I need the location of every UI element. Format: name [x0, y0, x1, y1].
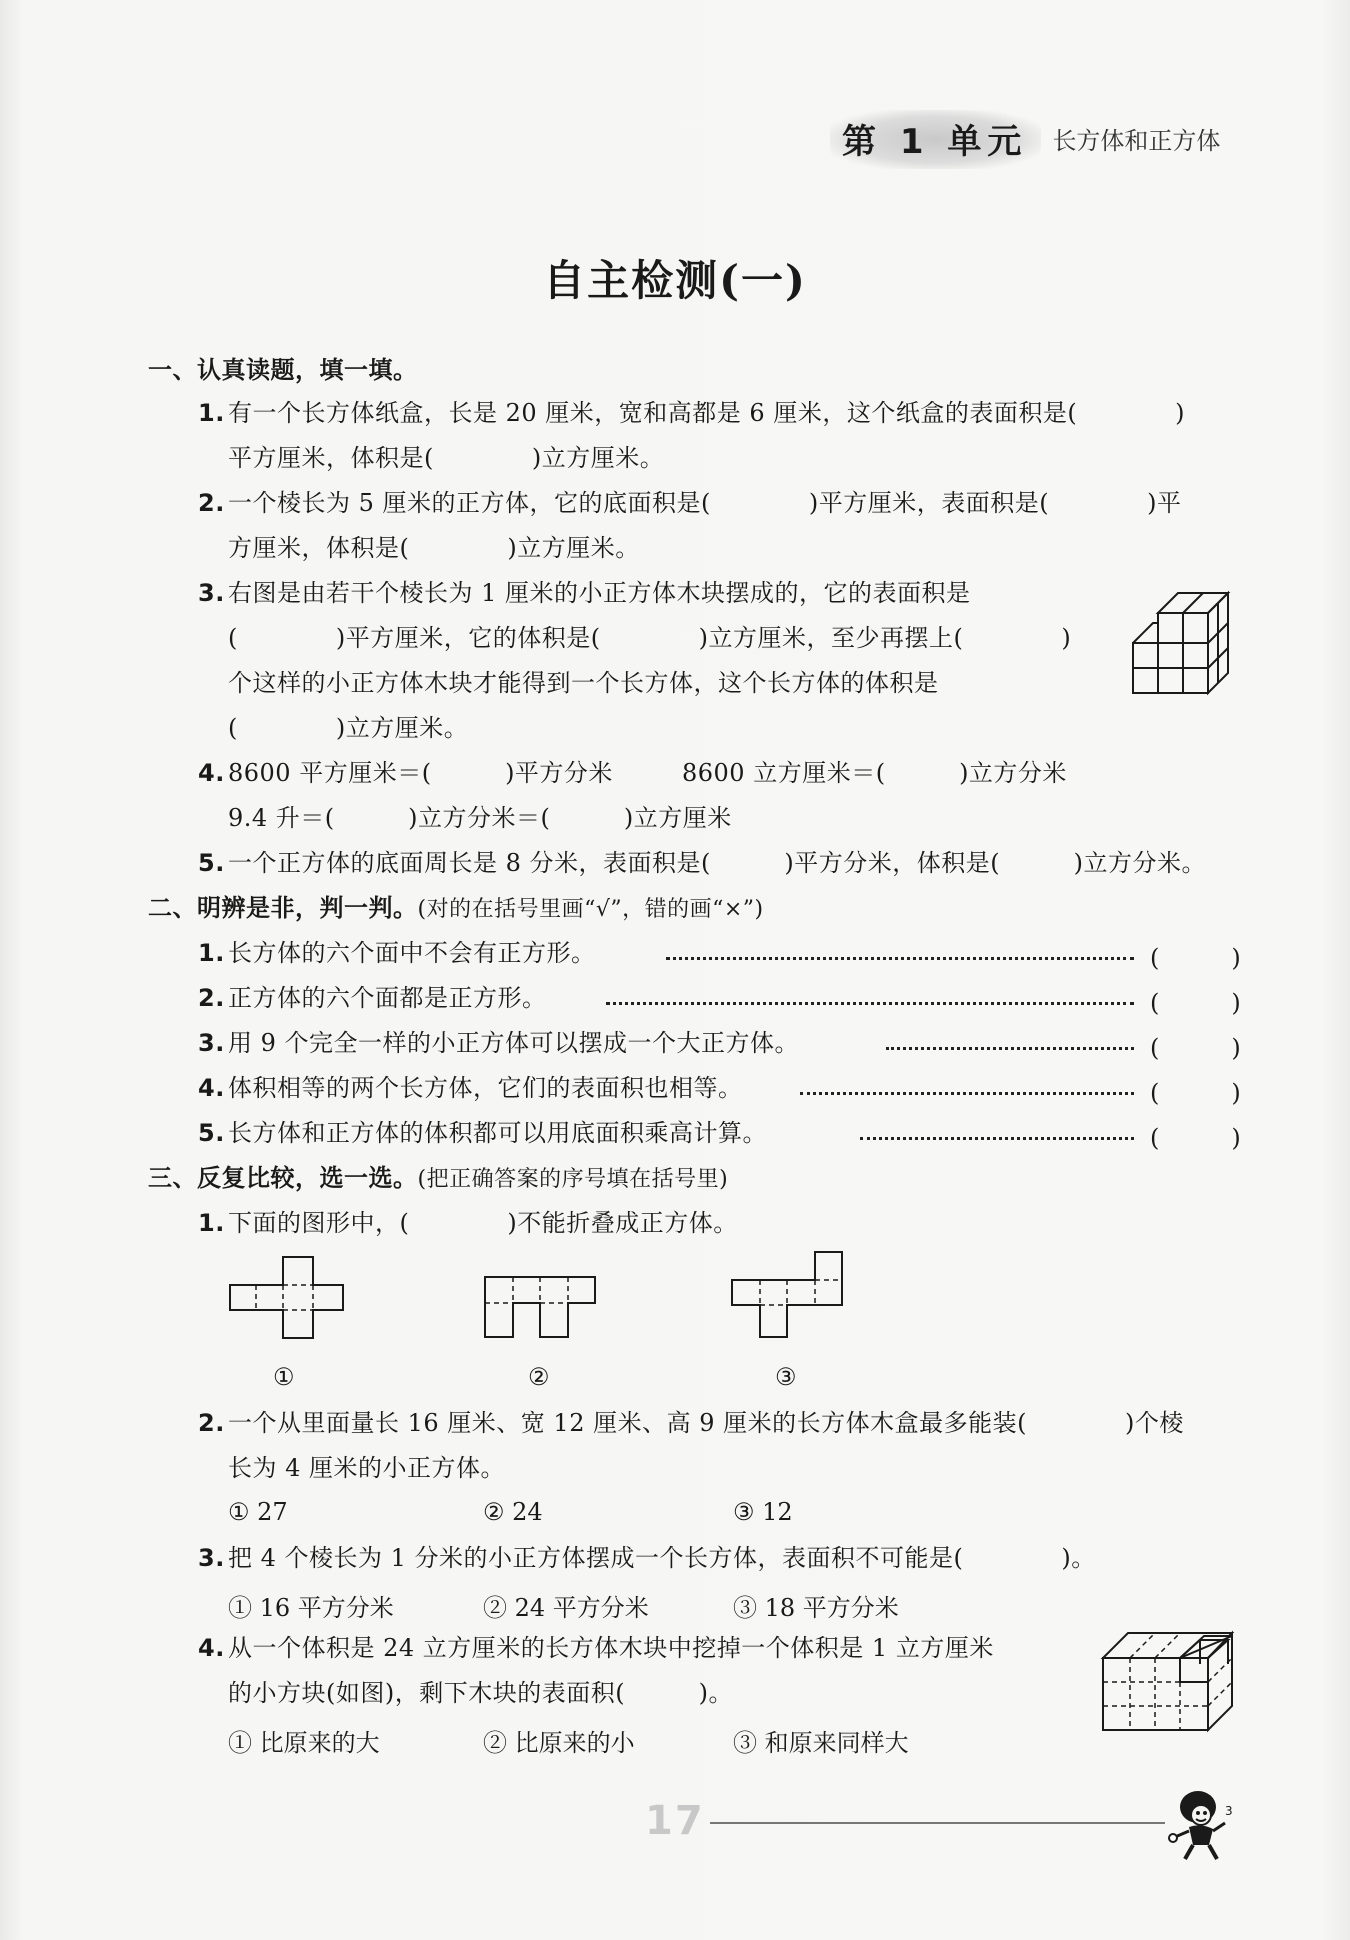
s3-q2-option-3: ③ 12 — [733, 1498, 793, 1526]
leader-dots — [886, 1047, 1134, 1050]
question-number: 1. — [198, 939, 225, 967]
section2-note: (对的在括号里画“√”，错的画“×”) — [417, 897, 764, 922]
net-label-2: ② — [528, 1363, 550, 1391]
question-number: 3. — [198, 579, 225, 607]
s1-q1-line2: 平方厘米，体积是( )立方厘米。 — [228, 444, 665, 472]
question-text: 从一个体积是 24 立方厘米的长方体木块中挖掉一个体积是 1 立方厘米 — [228, 1634, 994, 1662]
s1-q2-line1 — [198, 488, 1181, 518]
leader-dots — [800, 1092, 1134, 1095]
s2-item-2 — [198, 983, 547, 1013]
s3-q4-line1 — [198, 1633, 994, 1663]
leader-dots — [666, 957, 1134, 960]
question-number: 1. — [198, 1209, 225, 1237]
question-text: 有一个长方体纸盒，长是 20 厘米，宽和高都是 6 厘米，这个纸盒的表面积是( ) — [228, 399, 1186, 427]
s2-item-1 — [198, 938, 596, 968]
svg-text:3: 3 — [1225, 1804, 1233, 1818]
net-label-3: ③ — [775, 1363, 797, 1391]
section2-title: 二、明辨是非，判一判。 — [148, 894, 418, 922]
unit-label: 第 1 单元 — [830, 110, 1041, 169]
s3-q4-option-1: ① 比原来的大 — [228, 1729, 380, 1757]
statement-text: 用 9 个完全一样的小正方体可以摆成一个大正方体。 — [228, 1029, 800, 1057]
question-text: 把 4 个棱长为 1 分米的小正方体摆成一个长方体，表面积不可能是( )。 — [228, 1544, 1096, 1572]
statement-text: 长方体和正方体的体积都可以用底面积乘高计算。 — [228, 1119, 767, 1147]
question-number: 3. — [198, 1029, 225, 1057]
s1-q3-line3: 个这样的小正方体木块才能得到一个长方体，这个长方体的体积是 — [228, 669, 939, 697]
s3-q3 — [198, 1543, 1096, 1573]
answer-paren: ( ) — [1150, 1079, 1241, 1107]
section3-note: (把正确答案的序号填在括号里) — [417, 1167, 729, 1192]
question-number: 5. — [198, 1119, 225, 1147]
s2-item-4 — [198, 1073, 743, 1103]
s2-item-5 — [198, 1118, 767, 1148]
s3-q4-option-3: ③ 和原来同样大 — [733, 1729, 909, 1757]
s1-q4-line1b: 8600 立方厘米＝( )立方分米 — [682, 759, 1067, 787]
section3-heading — [148, 1163, 728, 1195]
s1-q4-line2: 9.4 升＝( )立方分米＝( )立方厘米 — [228, 804, 732, 832]
mascot-icon — [1165, 1785, 1240, 1865]
question-number: 2. — [198, 489, 225, 517]
s1-q5-line1 — [198, 848, 1206, 878]
question-text: 右图是由若干个棱长为 1 厘米的小正方体木块摆成的，它的表面积是 — [228, 579, 971, 607]
s1-q3-line4: ( )立方厘米。 — [228, 714, 469, 742]
s1-q4-line1 — [198, 758, 613, 788]
statement-text: 体积相等的两个长方体，它们的表面积也相等。 — [228, 1074, 743, 1102]
s3-q2-option-2: ② 24 — [483, 1498, 543, 1526]
section3-title: 三、反复比较，选一选。 — [148, 1164, 418, 1192]
s2-item-3 — [198, 1028, 799, 1058]
s1-q2-line2: 方厘米，体积是( )立方厘米。 — [228, 534, 640, 562]
footer-rule — [710, 1822, 1165, 1824]
question-number: 5. — [198, 849, 225, 877]
question-text: 一个正方体的底面周长是 8 分米，表面积是( )平方分米，体积是( )立方分米。 — [228, 849, 1206, 877]
s3-q4-line2: 的小方块(如图)，剩下木块的表面积( )。 — [228, 1679, 733, 1707]
section2-heading — [148, 893, 764, 925]
question-number: 2. — [198, 984, 225, 1012]
cutout-block-figure — [1100, 1630, 1235, 1735]
page-number: 17 — [645, 1798, 705, 1844]
net-label-1: ① — [273, 1363, 295, 1391]
question-number: 4. — [198, 1634, 225, 1662]
page-title: 自主检测(一) — [543, 256, 807, 305]
section1-heading: 一、认真读题，填一填。 — [148, 356, 418, 384]
s3-q2-line1 — [198, 1408, 1184, 1438]
cube-net-3 — [730, 1250, 845, 1340]
question-text: 一个从里面量长 16 厘米、宽 12 厘米、高 9 厘米的长方体木盒最多能装( )个棱 — [228, 1409, 1184, 1437]
answer-paren: ( ) — [1150, 1124, 1241, 1152]
question-number: 1. — [198, 399, 225, 427]
unit-subtitle: 长方体和正方体 — [1052, 127, 1221, 155]
cube-net-1 — [228, 1255, 348, 1340]
cube-net-2 — [483, 1275, 598, 1340]
leader-dots — [606, 1002, 1134, 1005]
s1-q3-line2: ( )平方厘米，它的体积是( )立方厘米，至少再摆上( ) — [228, 624, 1072, 652]
leader-dots — [860, 1137, 1134, 1140]
s3-q1 — [198, 1208, 738, 1238]
question-text: 一个棱长为 5 厘米的正方体，它的底面积是( )平方厘米，表面积是( )平 — [228, 489, 1182, 517]
unit-header — [830, 110, 1220, 169]
s3-q2-option-1: ① 27 — [228, 1498, 288, 1526]
question-text: 8600 平方厘米＝( )平方分米 — [228, 759, 613, 787]
s1-q1-line1 — [198, 398, 1185, 428]
question-number: 2. — [198, 1409, 225, 1437]
question-text: 下面的图形中，( )不能折叠成正方体。 — [228, 1209, 738, 1237]
s3-q3-option-2: ② 24 平方分米 — [483, 1594, 649, 1622]
question-number: 4. — [198, 759, 225, 787]
s3-q3-option-1: ① 16 平方分米 — [228, 1594, 394, 1622]
s3-q4-option-2: ② 比原来的小 — [483, 1729, 635, 1757]
answer-paren: ( ) — [1150, 989, 1241, 1017]
statement-text: 长方体的六个面中不会有正方形。 — [228, 939, 596, 967]
s3-q2-line2: 长为 4 厘米的小正方体。 — [228, 1454, 506, 1482]
s1-q3-line1 — [198, 578, 971, 608]
question-number: 4. — [198, 1074, 225, 1102]
statement-text: 正方体的六个面都是正方形。 — [228, 984, 547, 1012]
question-number: 3. — [198, 1544, 225, 1572]
answer-paren: ( ) — [1150, 944, 1241, 972]
s3-q3-option-3: ③ 18 平方分米 — [733, 1594, 899, 1622]
answer-paren: ( ) — [1150, 1034, 1241, 1062]
cube-stack-figure — [1130, 575, 1235, 700]
